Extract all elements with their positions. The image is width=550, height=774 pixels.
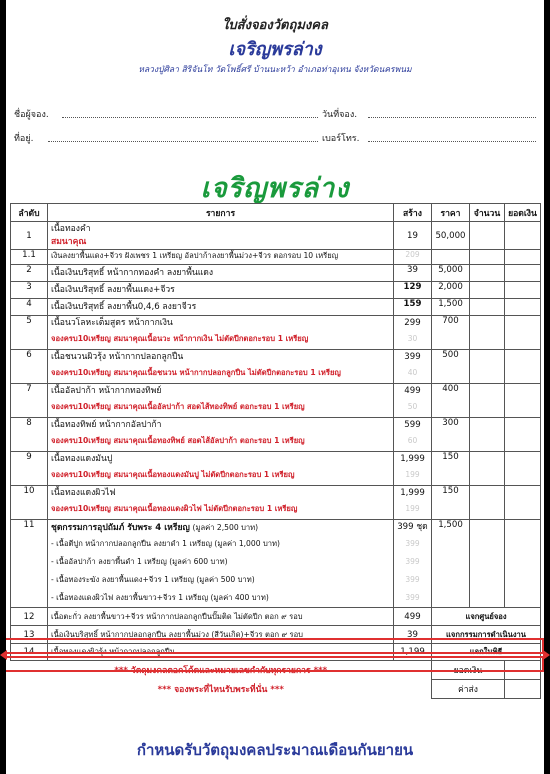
amount-cell[interactable] bbox=[505, 282, 541, 299]
pickup-date-note: กำหนดรับวัตถุมงคลประมาณเดือนกันยายน bbox=[136, 741, 414, 759]
distribution-note: แจกกรรมการดำเนินงาน bbox=[432, 626, 541, 644]
table-row: 6 เนื้อชนวนผิวรุ้ง หน้ากากปลอกลูกปืน จองครบ10เหรียญ สมนาคุณเนื้อชนวน หน้ากากปลอกลูกปืน ไม่ตัดปีกตอกะรอบ 1 เหรียญ 399 40 500 bbox=[11, 350, 541, 384]
table-row: 3 เนื้อเงินบริสุทธิ์ ลงยาพื้นแดง+จีวร 129 2,000 bbox=[11, 282, 541, 299]
col-price: ราคา bbox=[432, 204, 470, 222]
order-table bbox=[10, 203, 541, 699]
table-row: 5 เนื้อนวโลหะเต็มสูตร หน้ากากเงิน จองครบ10เหรียญ สมนาคุณเนื้อนวะ หน้ากากเงิน ไม่ตัดปีกตอกะรอบ 1 เหรียญ 299 30 700 bbox=[11, 316, 541, 350]
table-row: 4 เนื้อเงินบริสุทธิ์ ลงยาพื้น0,4,6 ลงยาจีวร 159 1,500 bbox=[11, 299, 541, 316]
table-row: 1.1 เงินลงยาพื้นแดง+จีวร ฝังเพชร 1 เหรียญ อัลปาก้าลงยาพื้นม่วง+จีวร ตอกรอบ 10 เหรียญ 209 bbox=[11, 250, 541, 265]
table-row: 8 เนื้อทองทิพย์ หน้ากากอัลปาก้า จองครบ10เหรียญ สมนาคุณเนื้อทองทิพย์ สอดไส้อัลปาก้า ตอกะรอบ 1 เหรียญ 599 60 300 bbox=[11, 418, 541, 452]
qty-cell[interactable] bbox=[470, 520, 505, 608]
qty-cell[interactable] bbox=[470, 418, 505, 452]
name-field[interactable] bbox=[62, 117, 318, 118]
shipping-label: ค่าส่ง bbox=[432, 680, 505, 699]
distribution-note: แจกในพิธี bbox=[432, 644, 541, 661]
table-row: 7 เนื้ออัลปาก้า หน้ากากทองทิพย์ จองครบ10เหรียญ สมนาคุณเนื้ออัลปาก้า สอดไส้ทองทิพย์ ตอกะรอบ 1 เหรียญ 499 50 400 bbox=[11, 384, 541, 418]
banner-title: เจริญพรล่าง bbox=[200, 173, 350, 204]
qty-cell[interactable] bbox=[470, 350, 505, 384]
qty-cell[interactable] bbox=[470, 452, 505, 486]
right-arrow-icon bbox=[543, 650, 550, 660]
date-label: วันที่จอง. bbox=[322, 110, 358, 120]
highlight-row-13 bbox=[6, 656, 544, 672]
table-row: 12 เนื้อตะกั่ว ลงยาพื้นขาว+จีวร หน้ากากปลอกลูกปืนปั๊มติด ไม่ตัดปีก ตอก ๙ รอบ 499 แจกศูนย์จอง bbox=[11, 608, 541, 626]
table-row: 2 เนื้อเงินบริสุทธิ์ หน้ากากทองคำ ลงยาพื้นแดง 39 5,000 bbox=[11, 265, 541, 282]
amount-cell[interactable] bbox=[505, 520, 541, 608]
table-row: 13 เนื้อเงินบริสุทธิ์ หน้ากากปลอกลูกปืน ลงยาพื้นม่วง (สีวันเกิด)+จีวร ตอก ๙ รอบ 39 แจกกรรมการดำเนินงาน bbox=[11, 626, 541, 644]
col-no: ลำดับ bbox=[11, 204, 48, 222]
date-field[interactable] bbox=[368, 117, 536, 118]
qty-cell[interactable] bbox=[470, 282, 505, 299]
issuer-line: หลวงปู่ศิลา สิริจันโท วัดโพธิ์ศรี บ้านนะหว้า อำเภอท่าอุเทน จังหวัดนครพนม bbox=[138, 65, 412, 75]
amount-cell[interactable] bbox=[505, 316, 541, 350]
table-footer-row bbox=[11, 680, 541, 699]
table-row: 11 ชุดกรรมการอุปถัมภ์ รับพระ 4 เหรียญ (มูลค่า 2,500 บาท) - เนื้อตีปูก หน้ากากปลอกลูกปืน ลงยาดำ 1 เหรียญ (มูลค่า 1,000 บาท) - เนื้ออัลปาก้า ลงยาพื้นดำ 1 เหรียญ (มูลค่า 600 บาท) - เนื้อทองระฆัง ลงยาพื้นแดง+จีวร 1 เหรียญ (มูลค่า 500 บาท) - เนื้อทองแดงผิวไฟ ลงยาพื้นขาว+จีวร 1 เหรียญ (มูลค่า 400 บาท) 399 ชุด 399 399 399 399 1,500 bbox=[11, 520, 541, 608]
col-qty: จำนวน bbox=[470, 204, 505, 222]
distribution-note: แจกศูนย์จอง bbox=[432, 608, 541, 626]
highlight-row-12 bbox=[6, 638, 544, 654]
amount-cell[interactable] bbox=[505, 299, 541, 316]
footer-note-pickup: *** จองพระที่ไหนรับพระที่นั่น *** bbox=[157, 685, 284, 695]
left-arrow-icon bbox=[0, 650, 7, 660]
table-row: 1 เนื้อทองคำ สมนาคุณ 19 50,000 bbox=[11, 222, 541, 250]
footer-note-code: *** วัตถุมงคลตอกโค้ดและหมายเลขกำกับทุกรายการ *** bbox=[114, 666, 328, 677]
amount-cell[interactable] bbox=[505, 222, 541, 250]
amount-cell[interactable] bbox=[505, 418, 541, 452]
qty-cell[interactable] bbox=[470, 222, 505, 250]
qty-cell[interactable] bbox=[470, 250, 505, 265]
shipping-amount-cell[interactable] bbox=[505, 680, 541, 699]
total-label: ยอดเงิน bbox=[432, 661, 505, 680]
qty-cell[interactable] bbox=[470, 384, 505, 418]
table-row: 14 เนื้อทองแดงผิวรุ้ง หน้ากากปลอกลูกปืน 1,199 แจกในพิธี bbox=[11, 644, 541, 661]
qty-cell[interactable] bbox=[470, 299, 505, 316]
form-subtitle: เจริญพรล่าง bbox=[228, 39, 322, 60]
col-item: รายการ bbox=[48, 204, 394, 222]
phone-label: เบอร์โทร. bbox=[322, 134, 360, 144]
col-amount: ยอดเงิน bbox=[505, 204, 541, 222]
amount-cell[interactable] bbox=[505, 452, 541, 486]
col-created: สร้าง bbox=[394, 204, 432, 222]
table-row: 10 เนื้อทองแดงผิวไฟ จองครบ10เหรียญ สมนาคุณเนื้อทองแดงผิวไฟ ไม่ตัดปีกตอกะรอบ 1 เหรียญ 1,999 199 150 bbox=[11, 486, 541, 520]
qty-cell[interactable] bbox=[470, 265, 505, 282]
amount-cell[interactable] bbox=[505, 384, 541, 418]
order-form-sheet bbox=[6, 0, 544, 774]
amount-cell[interactable] bbox=[505, 350, 541, 384]
address-field[interactable] bbox=[48, 141, 318, 142]
qty-cell[interactable] bbox=[470, 316, 505, 350]
form-title: ใบสั่งจองวัตถุมงคล bbox=[222, 18, 328, 33]
name-label: ชื่อผู้จอง. bbox=[14, 110, 49, 120]
qty-cell[interactable] bbox=[470, 486, 505, 520]
amount-cell[interactable] bbox=[505, 486, 541, 520]
table-row: 9 เนื้อทองแดงมันปู จองครบ10เหรียญ สมนาคุณเนื้อทองแดงมันปู ไม่ตัดปีกตอกะรอบ 1 เหรียญ 1,999 199 150 bbox=[11, 452, 541, 486]
phone-field[interactable] bbox=[368, 141, 536, 142]
address-label: ที่อยู่. bbox=[14, 134, 34, 144]
amount-cell[interactable] bbox=[505, 250, 541, 265]
amount-cell[interactable] bbox=[505, 265, 541, 282]
table-header-row bbox=[11, 204, 541, 222]
